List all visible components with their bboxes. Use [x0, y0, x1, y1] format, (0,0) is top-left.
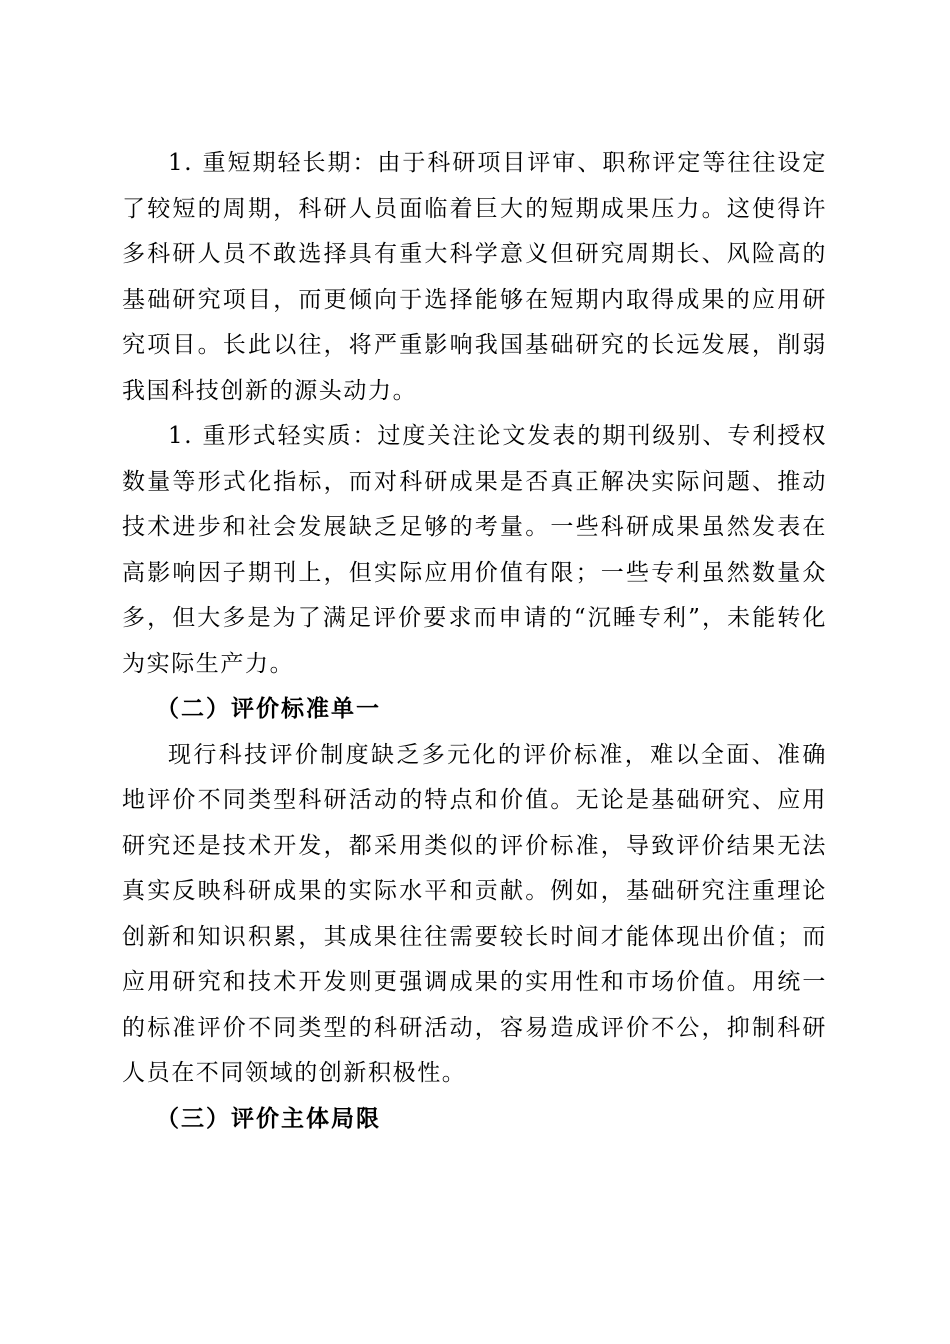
document-page	[122, 141, 827, 1142]
paragraph-form-over-substance: 1. 重形式轻实质：过度关注论文发表的期刊级别、专利授权数量等形式化指标，而对科研成果是否真正解决实际问题、推动技术进步和社会发展缺乏足够的考量。一些科研成果虽然发表在高影响因子期刊上，但实际应用价值有限；一些专利虽然数量众多，但大多是为了满足评价要求而申请的“沉睡专利”，未能转化为实际生产力。	[122, 423, 827, 677]
section-heading-single-standard: （二）评价标准单一	[156, 696, 381, 722]
paragraph-single-standard: 现行科技评价制度缺乏多元化的评价标准，难以全面、准确地评价不同类型科研活动的特点和价值。无论是基础研究、应用研究还是技术开发，都采用类似的评价标准，导致评价结果无法真实反映科研成果的实际水平和贡献。例如，基础研究注重理论创新和知识积累，其成果往往需要较长时间才能体现出价值；而应用研究和技术开发则更强调成果的实用性和市场价值。用统一的标准评价不同类型的科研活动，容易造成评价不公，抑制科研人员在不同领域的创新积极性。	[122, 741, 827, 1086]
section-heading-limited-subject: （三）评价主体局限	[156, 1105, 381, 1132]
paragraph-short-term-focus: 1. 重短期轻长期：由于科研项目评审、职称评定等往往设定了较短的周期，科研人员面临着巨大的短期成果压力。这使得许多科研人员不敢选择具有重大科学意义但研究周期长、风险高的基础研究项目，而更倾向于选择能够在短期内取得成果的应用研究项目。长此以往，将严重影响我国基础研究的长远发展，削弱我国科技创新的源头动力。	[122, 150, 827, 404]
